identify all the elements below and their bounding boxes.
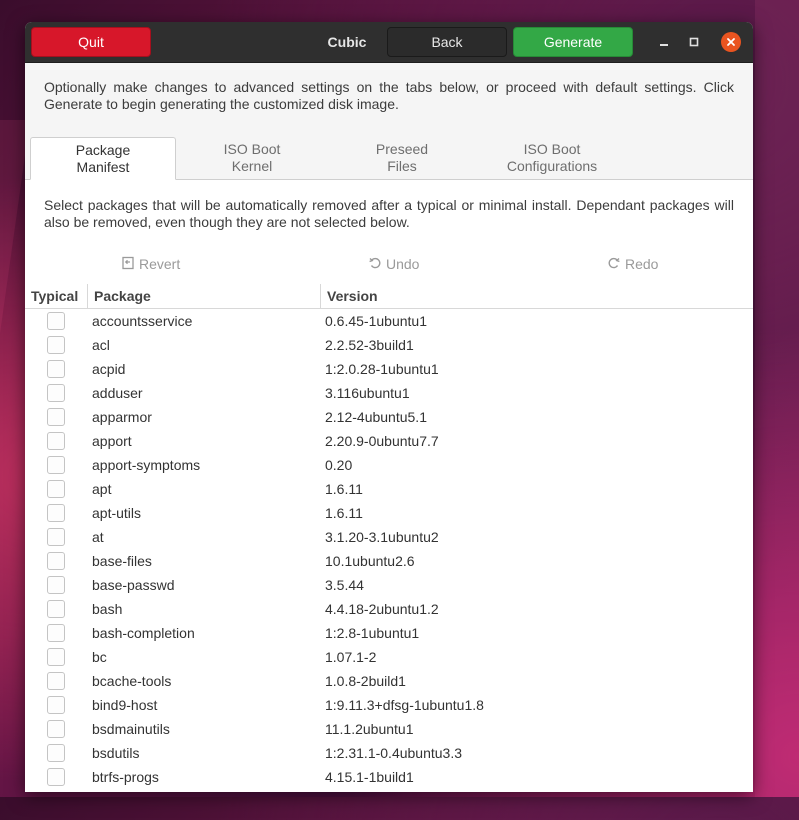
table-row[interactable] — [25, 309, 753, 333]
typical-checkbox[interactable] — [47, 648, 65, 666]
column-header-version[interactable]: Version — [320, 284, 753, 308]
package-table — [25, 284, 753, 792]
tab-package-manifest[interactable] — [30, 137, 176, 180]
undo-label: Undo — [386, 256, 420, 272]
package-version: 2.12-4ubuntu5.1 — [325, 409, 427, 425]
tab-bar — [25, 137, 753, 180]
package-name: apport — [92, 433, 132, 449]
back-button[interactable]: Back — [387, 27, 507, 57]
redo-label: Redo — [625, 256, 659, 272]
table-row[interactable] — [25, 405, 753, 429]
table-row[interactable] — [25, 645, 753, 669]
cubic-window — [25, 22, 753, 792]
typical-checkbox[interactable] — [47, 384, 65, 402]
package-name: apparmor — [92, 409, 152, 425]
package-version: 1:9.11.3+dfsg-1ubuntu1.8 — [325, 697, 484, 713]
typical-checkbox[interactable] — [47, 720, 65, 738]
redo-icon — [607, 256, 621, 273]
typical-checkbox[interactable] — [47, 744, 65, 762]
typical-checkbox[interactable] — [47, 408, 65, 426]
package-name: acpid — [92, 361, 126, 377]
typical-checkbox[interactable] — [47, 696, 65, 714]
column-header-typical[interactable]: Typical — [31, 288, 79, 304]
typical-checkbox[interactable] — [47, 552, 65, 570]
description-text: Select packages that will be automatically removed after a typical or minimal install. Dependant packages will also be removed, even though they are not selected below. — [44, 197, 734, 230]
table-row[interactable] — [25, 597, 753, 621]
table-row[interactable] — [25, 333, 753, 357]
tab-label-line2: Manifest — [76, 158, 130, 175]
package-name: adduser — [92, 385, 143, 401]
package-name: bash-completion — [92, 625, 195, 641]
typical-checkbox[interactable] — [47, 576, 65, 594]
package-version: 0.20 — [325, 457, 353, 473]
package-version: 1.0.8-2build1 — [325, 673, 406, 689]
package-name: base-passwd — [92, 577, 175, 593]
window-title: Cubic — [327, 34, 367, 50]
package-name: accountsservice — [92, 313, 193, 329]
typical-checkbox[interactable] — [47, 528, 65, 546]
tab-label-line1: Preseed — [375, 141, 429, 157]
package-version: 2.2.52-3build1 — [325, 337, 414, 353]
undo-button[interactable] — [368, 252, 419, 276]
package-version: 1.6.11 — [325, 481, 363, 497]
notice-text: Optionally make changes to advanced settings on the tabs below, or proceed with default settings. Click Generate to begin generating the customized disk image. — [44, 79, 734, 112]
package-version: 3.5.44 — [325, 577, 364, 593]
tab-label-line1: ISO Boot — [223, 141, 281, 157]
package-name: base-files — [92, 553, 152, 569]
package-version: 4.4.18-2ubuntu1.2 — [325, 601, 439, 617]
package-version: 3.116ubuntu1 — [325, 385, 410, 401]
maximize-icon[interactable] — [685, 33, 703, 51]
table-row[interactable] — [25, 765, 753, 789]
typical-checkbox[interactable] — [47, 360, 65, 378]
table-body — [25, 309, 753, 789]
table-row[interactable] — [25, 669, 753, 693]
package-version: 1:2.8-1ubuntu1 — [325, 625, 420, 641]
table-row[interactable] — [25, 525, 753, 549]
typical-checkbox[interactable] — [47, 672, 65, 690]
package-name: bcache-tools — [92, 673, 172, 689]
package-version: 1.6.11 — [325, 505, 363, 521]
quit-button[interactable]: Quit — [31, 27, 151, 57]
package-version: 3.1.20-3.1ubuntu2 — [325, 529, 439, 545]
package-name: bc — [92, 649, 107, 665]
notice-area — [25, 63, 753, 137]
tab-iso-boot-configurations[interactable] — [479, 137, 625, 179]
typical-checkbox[interactable] — [47, 624, 65, 642]
typical-checkbox[interactable] — [47, 456, 65, 474]
tab-label-line2: Configurations — [506, 158, 598, 174]
revert-icon — [121, 256, 135, 273]
package-name: bind9-host — [92, 697, 158, 713]
package-name: btrfs-progs — [92, 769, 159, 785]
typical-checkbox[interactable] — [47, 768, 65, 786]
package-version: 0.6.45-1ubuntu1 — [325, 313, 427, 329]
tab-label-line2: Kernel — [231, 158, 273, 174]
tab-label-line1: ISO Boot — [523, 141, 581, 157]
package-name: bsdutils — [92, 745, 140, 761]
tab-iso-boot-kernel[interactable] — [179, 137, 325, 179]
action-toolbar — [25, 252, 753, 276]
tab-label-line2: Files — [387, 158, 417, 174]
package-name: apt — [92, 481, 112, 497]
revert-button[interactable] — [121, 252, 180, 276]
column-header-package[interactable]: Package — [87, 284, 320, 308]
revert-label: Revert — [139, 256, 181, 272]
table-row[interactable] — [25, 357, 753, 381]
generate-button[interactable]: Generate — [513, 27, 633, 57]
package-name: bsdmainutils — [92, 721, 170, 737]
redo-button[interactable] — [607, 252, 658, 276]
tab-preseed-files[interactable] — [329, 137, 475, 179]
package-version: 11.1.2ubuntu1 — [325, 721, 414, 737]
package-version: 2.20.9-0ubuntu7.7 — [325, 433, 439, 449]
typical-checkbox[interactable] — [47, 480, 65, 498]
header-bar — [25, 22, 753, 63]
tab-label-line1: Package — [75, 141, 131, 158]
table-row[interactable] — [25, 693, 753, 717]
table-row[interactable] — [25, 381, 753, 405]
typical-checkbox[interactable] — [47, 504, 65, 522]
minimize-icon[interactable] — [655, 33, 673, 51]
wallpaper-stripe — [755, 0, 799, 797]
package-version: 1:2.0.28-1ubuntu1 — [325, 361, 439, 377]
package-name: acl — [92, 337, 110, 353]
table-row[interactable] — [25, 573, 753, 597]
package-name: apt-utils — [92, 505, 142, 521]
table-row[interactable] — [25, 621, 753, 645]
package-version: 1.07.1-2 — [325, 649, 377, 665]
package-version: 10.1ubuntu2.6 — [325, 553, 415, 569]
table-row[interactable] — [25, 477, 753, 501]
table-row[interactable] — [25, 429, 753, 453]
package-version: 1:2.31.1-0.4ubuntu3.3 — [325, 745, 463, 761]
table-row[interactable] — [25, 501, 753, 525]
typical-checkbox[interactable] — [47, 432, 65, 450]
typical-checkbox[interactable] — [47, 312, 65, 330]
typical-checkbox[interactable] — [47, 600, 65, 618]
package-version: 4.15.1-1build1 — [325, 769, 414, 785]
package-name: bash — [92, 601, 123, 617]
undo-icon — [368, 256, 382, 273]
table-row[interactable] — [25, 717, 753, 741]
table-row[interactable] — [25, 549, 753, 573]
table-row[interactable] — [25, 741, 753, 765]
package-name: at — [92, 529, 104, 545]
table-row[interactable] — [25, 453, 753, 477]
close-icon[interactable] — [721, 32, 741, 52]
package-name: apport-symptoms — [92, 457, 201, 473]
typical-checkbox[interactable] — [47, 336, 65, 354]
table-header — [25, 284, 753, 309]
